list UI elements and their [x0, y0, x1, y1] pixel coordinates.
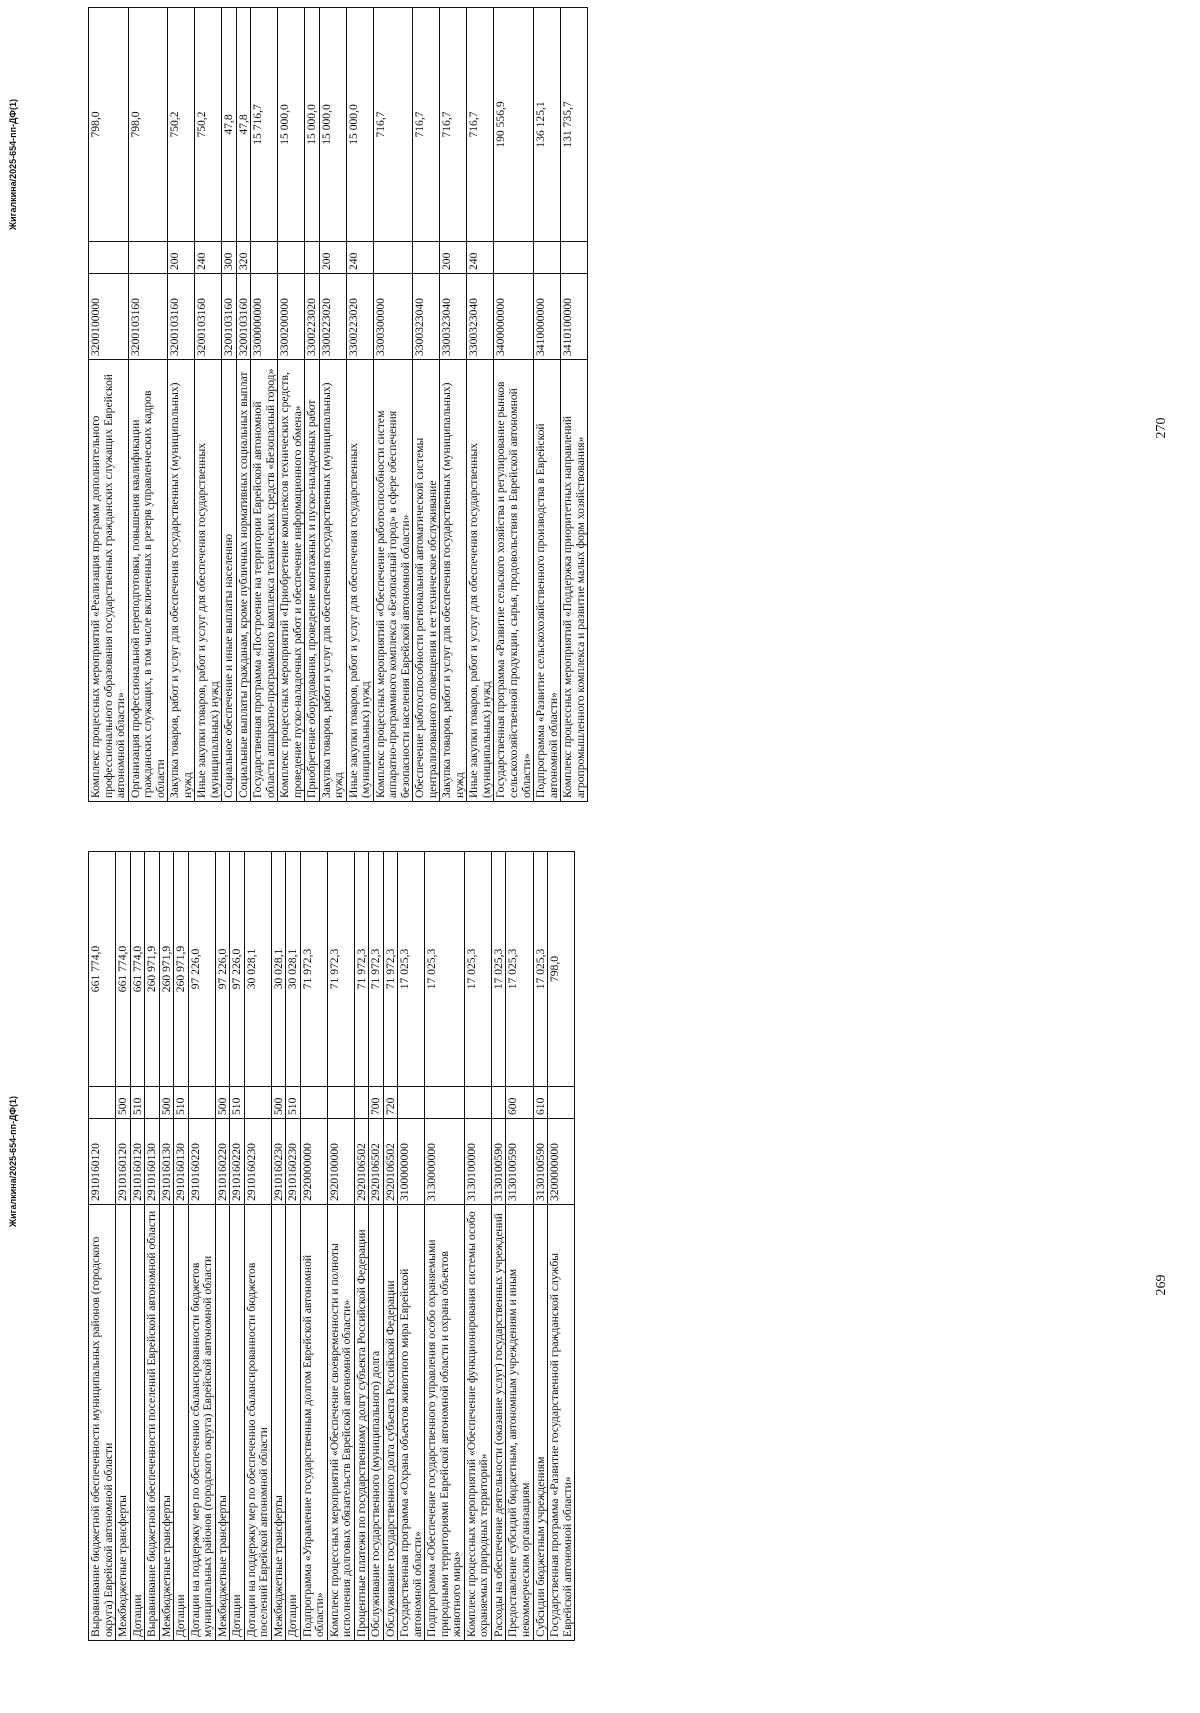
row-type-cell: 200	[168, 242, 195, 274]
row-type-cell: 510	[230, 1087, 245, 1119]
row-name-cell: Межбюджетные трансферты	[215, 1205, 230, 1641]
table-row	[188, 852, 215, 1641]
row-name-cell: Комплекс процессных мероприятий «Реализация программ дополнительного профессионального образования государственных гражданских служащих Еврейской автономной области»	[89, 360, 129, 802]
row-code-cell: 3130000000	[425, 1119, 465, 1205]
row-name-cell: Дотации	[130, 1205, 145, 1641]
row-code-cell: 3130100590	[506, 1119, 533, 1205]
row-amount-cell: 260 971,9	[159, 852, 174, 1087]
row-type-cell: 200	[319, 242, 346, 274]
row-name-cell: Межбюджетные трансферты	[159, 1205, 174, 1641]
row-name-cell: Социальные выплаты гражданам, кроме публичных нормативных социальных выплат	[236, 360, 251, 802]
row-name-cell: Предоставление субсидий бюджетным, автономным учреждениям и иным некоммерческим организациям	[506, 1205, 533, 1641]
row-code-cell: 2910160220	[188, 1119, 215, 1205]
row-code-cell: 3130100000	[464, 1119, 491, 1205]
table-row	[251, 8, 278, 802]
row-name-cell: Расходы на обеспечение деятельности (оказание услуг) государственных учреждений	[491, 1205, 506, 1641]
row-amount-cell: 661 774,0	[116, 852, 131, 1087]
table-row	[425, 852, 465, 1641]
budget-table-269	[88, 851, 575, 1641]
row-type-cell	[373, 242, 413, 274]
row-code-cell: 2910160120	[116, 1119, 131, 1205]
row-amount-cell: 30 028,1	[286, 852, 301, 1087]
document-id-footer: Жигалкина/2025-654-пп-ДФ(1)	[8, 1096, 18, 1227]
page-270	[0, 0, 1200, 856]
row-type-cell: 240	[467, 242, 494, 274]
row-name-cell: Выравнивание бюджетной обеспеченности муниципальных районов (городского округа) Еврейской автономной области	[89, 1205, 116, 1641]
row-code-cell: 2910160220	[230, 1119, 245, 1205]
table-row	[506, 852, 533, 1641]
row-code-cell: 2920000000	[300, 1119, 327, 1205]
row-name-cell: Комплекс процессных мероприятий «Обеспечение своевременности и полноты исполнения долговых обязательств Еврейской автономной области»	[327, 1205, 354, 1641]
row-code-cell: 3410100000	[561, 274, 588, 360]
row-amount-cell: 136 125,1	[534, 8, 561, 242]
table-row	[286, 852, 301, 1641]
row-amount-cell: 661 774,0	[130, 852, 145, 1087]
row-name-cell: Комплекс процессных мероприятий «Обеспечение функционирования системы особо охраняемых природных территорий»	[464, 1205, 491, 1641]
row-name-cell: Государственная программа «Развитие сельского хозяйства и регулирование рынков сельскохозяйственной продукции, сырья, продовольствия в Еврейской автономной области»	[494, 360, 534, 802]
row-code-cell: 3130100590	[491, 1119, 506, 1205]
row-name-cell: Государственная программа «Охрана объектов животного мира Еврейской автономной области»	[398, 1205, 425, 1641]
budget-table-270	[88, 7, 588, 802]
row-type-cell: 720	[383, 1087, 398, 1119]
table-row	[174, 852, 189, 1641]
row-code-cell: 3410000000	[534, 274, 561, 360]
row-type-cell	[128, 242, 168, 274]
table-row	[534, 8, 561, 802]
row-name-cell: Комплекс процессных мероприятий «Обеспечение работоспособности систем аппаратно-программного комплекса «Безопасный город» в сфере обеспечения безопасности населения Еврейской автономной области»	[373, 360, 413, 802]
row-amount-cell: 17 025,3	[491, 852, 506, 1087]
row-amount-cell: 798,0	[548, 852, 575, 1087]
row-type-cell: 240	[195, 242, 222, 274]
row-code-cell: 3100000000	[398, 1119, 425, 1205]
row-name-cell: Иные закупки товаров, работ и услуг для обеспечения государственных (муниципальных) нужд	[346, 360, 373, 802]
table-row	[467, 8, 494, 802]
row-name-cell: Дотации	[286, 1205, 301, 1641]
row-amount-cell: 17 025,3	[464, 852, 491, 1087]
table-row	[215, 852, 230, 1641]
row-code-cell: 3200103160	[168, 274, 195, 360]
row-type-cell	[534, 242, 561, 274]
table-row	[271, 852, 286, 1641]
row-code-cell: 2910160220	[215, 1119, 230, 1205]
table-row	[145, 852, 160, 1641]
table-row	[195, 8, 222, 802]
row-amount-cell: 716,7	[373, 8, 413, 242]
row-name-cell: Дотации на поддержку мер по обеспечению сбалансированности бюджетов поселений Еврейской автономной области	[244, 1205, 271, 1641]
row-amount-cell: 15 000,0	[319, 8, 346, 242]
row-code-cell: 3300223020	[319, 274, 346, 360]
table-row	[222, 8, 237, 802]
page-number: 269	[1154, 1274, 1169, 1296]
row-amount-cell: 716,7	[440, 8, 467, 242]
table-row	[230, 852, 245, 1641]
row-amount-cell: 97 226,0	[215, 852, 230, 1087]
row-type-cell: 500	[215, 1087, 230, 1119]
table-row	[159, 852, 174, 1641]
row-type-cell: 610	[533, 1087, 548, 1119]
row-code-cell: 3300223020	[305, 274, 320, 360]
row-code-cell: 2910160120	[130, 1119, 145, 1205]
table-row	[440, 8, 467, 802]
row-name-cell: Подпрограмма «Управление государственным долгом Еврейской автономной области»	[300, 1205, 327, 1641]
table-row	[244, 852, 271, 1641]
table-row	[464, 852, 491, 1641]
row-amount-cell: 15 000,0	[346, 8, 373, 242]
table-row	[398, 852, 425, 1641]
row-amount-cell: 17 025,3	[398, 852, 425, 1087]
row-amount-cell: 798,0	[128, 8, 168, 242]
row-code-cell: 2910160230	[271, 1119, 286, 1205]
row-amount-cell: 47,8	[236, 8, 251, 242]
row-name-cell: Подпрограмма «Развитие сельскохозяйственного производства в Еврейской автономной области»	[534, 360, 561, 802]
row-name-cell: Обслуживание государственного (муниципального) долга	[369, 1205, 384, 1641]
row-amount-cell: 71 972,3	[383, 852, 398, 1087]
row-type-cell	[278, 242, 305, 274]
row-amount-cell: 71 972,3	[369, 852, 384, 1087]
table-row	[346, 8, 373, 802]
budget-table-body	[89, 8, 588, 802]
row-name-cell: Иные закупки товаров, работ и услуг для обеспечения государственных (муниципальных) нужд	[195, 360, 222, 802]
row-name-cell: Дотации	[230, 1205, 245, 1641]
row-type-cell	[413, 242, 440, 274]
row-amount-cell: 15 716,7	[251, 8, 278, 242]
row-amount-cell: 47,8	[222, 8, 237, 242]
row-type-cell	[464, 1087, 491, 1119]
table-row	[89, 852, 116, 1641]
table-row	[383, 852, 398, 1641]
table-row	[561, 8, 588, 802]
row-name-cell: Процентные платежи по государственному долгу субъекта Российской Федерации	[354, 1205, 369, 1641]
row-amount-cell: 17 025,3	[506, 852, 533, 1087]
table-row	[548, 852, 575, 1641]
table-row	[369, 852, 384, 1641]
row-code-cell: 3300323040	[413, 274, 440, 360]
row-amount-cell: 71 972,3	[300, 852, 327, 1087]
row-type-cell	[561, 242, 588, 274]
row-name-cell: Субсидии бюджетным учреждениям	[533, 1205, 548, 1641]
row-amount-cell: 750,2	[195, 8, 222, 242]
row-name-cell: Организация профессиональной переподготовки, повышения квалификации гражданских служащих, в том числе включенных в резерв управленческих кадров области	[128, 360, 168, 802]
row-code-cell: 3300000000	[251, 274, 278, 360]
row-amount-cell: 190 556,9	[494, 8, 534, 242]
row-amount-cell: 17 025,3	[533, 852, 548, 1087]
table-row	[128, 8, 168, 802]
row-type-cell: 510	[130, 1087, 145, 1119]
row-type-cell: 510	[174, 1087, 189, 1119]
row-amount-cell: 716,7	[467, 8, 494, 242]
row-amount-cell: 716,7	[413, 8, 440, 242]
row-type-cell: 240	[346, 242, 373, 274]
row-code-cell: 2910160120	[89, 1119, 116, 1205]
table-row	[89, 8, 129, 802]
table-row	[319, 8, 346, 802]
row-name-cell: Социальное обеспечение и иные выплаты населению	[222, 360, 237, 802]
row-name-cell: Государственная программа «Развитие государственной гражданской службы Еврейской автономной области»	[548, 1205, 575, 1641]
row-amount-cell: 15 000,0	[278, 8, 305, 242]
row-amount-cell: 97 226,0	[230, 852, 245, 1087]
row-type-cell	[145, 1087, 160, 1119]
row-code-cell: 3200103160	[222, 274, 237, 360]
page-number: 270	[1154, 417, 1169, 439]
row-code-cell: 2910160130	[159, 1119, 174, 1205]
row-type-cell: 200	[440, 242, 467, 274]
row-name-cell: Межбюджетные трансферты	[116, 1205, 131, 1641]
row-type-cell: 510	[286, 1087, 301, 1119]
row-code-cell: 3400000000	[494, 274, 534, 360]
row-name-cell: Иные закупки товаров, работ и услуг для обеспечения государственных (муниципальных) нужд	[467, 360, 494, 802]
row-name-cell: Дотации	[174, 1205, 189, 1641]
row-type-cell	[188, 1087, 215, 1119]
row-code-cell: 3300323040	[440, 274, 467, 360]
table-row	[533, 852, 548, 1641]
row-code-cell: 3300223020	[346, 274, 373, 360]
row-code-cell: 3200103160	[195, 274, 222, 360]
table-row	[491, 852, 506, 1641]
row-type-cell	[327, 1087, 354, 1119]
table-row	[413, 8, 440, 802]
row-name-cell: Подпрограмма «Обеспечение государственного управления особо охраняемыми природными территориями Еврейской автономной области и охрана объектов животного мира»	[425, 1205, 465, 1641]
row-name-cell: Закупка товаров, работ и услуг для обеспечения государственных (муниципальных) нужд	[168, 360, 195, 802]
row-amount-cell: 260 971,9	[174, 852, 189, 1087]
row-name-cell: Выравнивание бюджетной обеспеченности поселений Еврейской автономной области	[145, 1205, 160, 1641]
row-type-cell: 600	[506, 1087, 533, 1119]
row-code-cell: 3200103160	[128, 274, 168, 360]
row-code-cell: 3300323040	[467, 274, 494, 360]
document-id-footer: Жигалкина/2025-654-пп-ДФ(1)	[8, 99, 18, 230]
row-code-cell: 2910160130	[145, 1119, 160, 1205]
row-type-cell: 500	[159, 1087, 174, 1119]
table-row	[494, 8, 534, 802]
table-row	[236, 8, 251, 802]
row-type-cell: 320	[236, 242, 251, 274]
table-row	[116, 852, 131, 1641]
row-name-cell: Комплекс процессных мероприятий «Поддержка приоритетных направлений агропромышленного комплекса и развитие малых форм хозяйствования»	[561, 360, 588, 802]
row-amount-cell: 30 028,1	[244, 852, 271, 1087]
row-code-cell: 2910160230	[244, 1119, 271, 1205]
page-269	[0, 857, 1200, 1713]
table-row	[354, 852, 369, 1641]
row-type-cell: 500	[116, 1087, 131, 1119]
row-type-cell	[398, 1087, 425, 1119]
row-code-cell: 2920106502	[369, 1119, 384, 1205]
row-amount-cell: 131 735,7	[561, 8, 588, 242]
row-name-cell: Комплекс процессных мероприятий «Приобретение комплексов технических средств, проведение пуско-наладочных работ и обеспечение информационного обмена»	[278, 360, 305, 802]
row-code-cell: 3200000000	[548, 1119, 575, 1205]
table-row	[305, 8, 320, 802]
table-row	[300, 852, 327, 1641]
row-code-cell: 2920106502	[354, 1119, 369, 1205]
row-type-cell	[300, 1087, 327, 1119]
row-name-cell: Закупка товаров, работ и услуг для обеспечения государственных (муниципальных) нужд	[319, 360, 346, 802]
row-name-cell: Государственная программа «Построение на территории Еврейской автономной области аппаратно-программного комплекса технических средств «Безопасный город»	[251, 360, 278, 802]
row-type-cell	[305, 242, 320, 274]
row-amount-cell: 260 971,9	[145, 852, 160, 1087]
row-type-cell	[548, 1087, 575, 1119]
row-amount-cell: 798,0	[89, 8, 129, 242]
row-code-cell: 3200103160	[236, 274, 251, 360]
row-code-cell: 3130100590	[533, 1119, 548, 1205]
row-name-cell: Закупка товаров, работ и услуг для обеспечения государственных (муниципальных) нужд	[440, 360, 467, 802]
row-code-cell: 3300200000	[278, 274, 305, 360]
row-name-cell: Межбюджетные трансферты	[271, 1205, 286, 1641]
row-code-cell: 3200100000	[89, 274, 129, 360]
row-amount-cell: 17 025,3	[425, 852, 465, 1087]
table-row	[168, 8, 195, 802]
row-amount-cell: 15 000,0	[305, 8, 320, 242]
row-type-cell: 700	[369, 1087, 384, 1119]
row-amount-cell: 661 774,0	[89, 852, 116, 1087]
table-row	[130, 852, 145, 1641]
row-type-cell	[425, 1087, 465, 1119]
table-row	[327, 852, 354, 1641]
row-type-cell	[354, 1087, 369, 1119]
row-type-cell: 300	[222, 242, 237, 274]
row-code-cell: 2910160230	[286, 1119, 301, 1205]
row-name-cell: Обеспечение работоспособности региональной автоматической системы централизованного оповещения и ее техническое обслуживание	[413, 360, 440, 802]
table-row	[278, 8, 305, 802]
row-type-cell	[244, 1087, 271, 1119]
budget-table-body	[89, 852, 575, 1641]
row-code-cell: 2910160130	[174, 1119, 189, 1205]
row-type-cell	[89, 1087, 116, 1119]
row-type-cell	[491, 1087, 506, 1119]
row-amount-cell: 71 972,3	[354, 852, 369, 1087]
row-amount-cell: 71 972,3	[327, 852, 354, 1087]
row-amount-cell: 750,2	[168, 8, 195, 242]
row-type-cell	[494, 242, 534, 274]
row-name-cell: Приобретение оборудования, проведение монтажных и пуско-наладочных работ	[305, 360, 320, 802]
row-amount-cell: 30 028,1	[271, 852, 286, 1087]
row-amount-cell: 97 226,0	[188, 852, 215, 1087]
row-name-cell: Обслуживание государственного долга субъекта Российской Федерации	[383, 1205, 398, 1641]
row-code-cell: 2920100000	[327, 1119, 354, 1205]
row-code-cell: 3300300000	[373, 274, 413, 360]
row-type-cell	[251, 242, 278, 274]
row-code-cell: 2920106502	[383, 1119, 398, 1205]
row-type-cell	[89, 242, 129, 274]
row-type-cell: 500	[271, 1087, 286, 1119]
table-row	[373, 8, 413, 802]
row-name-cell: Дотации на поддержку мер по обеспечению сбалансированности бюджетов муниципальных районов (городского округа) Еврейской автономной области	[188, 1205, 215, 1641]
